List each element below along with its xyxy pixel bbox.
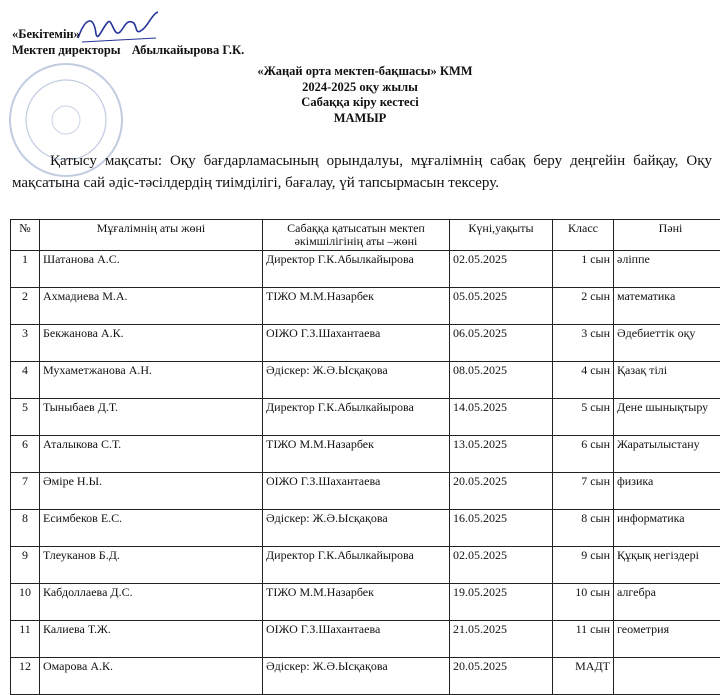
table-row — [11, 473, 720, 510]
row-number: 9 — [11, 547, 40, 584]
col-number: № — [11, 220, 40, 251]
approval-block — [12, 26, 244, 58]
subject-name: алгебра — [614, 584, 720, 621]
teacher-name: Калиева Т.Ж. — [40, 621, 263, 658]
table-row — [11, 510, 720, 547]
document-header — [0, 64, 720, 126]
subject-name: Әдебиеттік оқу — [614, 325, 720, 362]
subject-name: информатика — [614, 510, 720, 547]
table-row — [11, 621, 720, 658]
table-row — [11, 325, 720, 362]
teacher-name: Тыныбаев Д.Т. — [40, 399, 263, 436]
visit-date: 19.05.2025 — [450, 584, 553, 621]
visit-date: 14.05.2025 — [450, 399, 553, 436]
visit-date: 08.05.2025 — [450, 362, 553, 399]
director-role: Мектеп директоры — [12, 43, 121, 57]
table-row — [11, 658, 720, 695]
table-row — [11, 436, 720, 473]
table-row — [11, 584, 720, 621]
row-number: 12 — [11, 658, 40, 695]
director-name: Абылкайырова Г.К. — [132, 43, 245, 57]
admin-name: ОІЖО Г.З.Шахантаева — [263, 325, 450, 362]
class-name: МАДТ — [553, 658, 614, 695]
visit-date: 21.05.2025 — [450, 621, 553, 658]
col-teacher: Мұғалімнің аты жөні — [40, 220, 263, 251]
subject-name: Дене шынықтыру — [614, 399, 720, 436]
teacher-name: Шатанова А.С. — [40, 251, 263, 288]
subject-name: физика — [614, 473, 720, 510]
visit-date: 02.05.2025 — [450, 251, 553, 288]
visit-date: 20.05.2025 — [450, 658, 553, 695]
teacher-name: Есимбеков Е.С. — [40, 510, 263, 547]
subject-name: Құқық негіздері — [614, 547, 720, 584]
admin-name: Әдіскер: Ж.Ә.Ысқақова — [263, 510, 450, 547]
subject-name: әліппе — [614, 251, 720, 288]
org-name: «Жаңай орта мектеп-бақшасы» КММ — [0, 64, 720, 80]
approved-label: «Бекітемін» — [12, 26, 244, 42]
admin-name: ТІЖО М.М.Назарбек — [263, 436, 450, 473]
teacher-name: Кабдоллаева Д.С. — [40, 584, 263, 621]
col-date: Күні,уақыты — [450, 220, 553, 251]
admin-name: ОІЖО Г.З.Шахантаева — [263, 473, 450, 510]
visit-date: 20.05.2025 — [450, 473, 553, 510]
subject-name: Қазақ тілі — [614, 362, 720, 399]
row-number: 2 — [11, 288, 40, 325]
table-header-row — [11, 220, 720, 251]
document-title: Сабаққа кіру кестесі — [0, 95, 720, 111]
class-name: 10 сын — [553, 584, 614, 621]
admin-name: Әдіскер: Ж.Ә.Ысқақова — [263, 362, 450, 399]
teacher-name: Аталыкова С.Т. — [40, 436, 263, 473]
class-name: 6 сын — [553, 436, 614, 473]
class-name: 4 сын — [553, 362, 614, 399]
subject-name: геометрия — [614, 621, 720, 658]
schedule-table — [10, 219, 720, 695]
admin-name: Директор Г.К.Абылкайырова — [263, 547, 450, 584]
class-name: 5 сын — [553, 399, 614, 436]
academic-year: 2024-2025 оқу жылы — [0, 80, 720, 96]
row-number: 8 — [11, 510, 40, 547]
row-number: 4 — [11, 362, 40, 399]
row-number: 5 — [11, 399, 40, 436]
subject-name: математика — [614, 288, 720, 325]
row-number: 7 — [11, 473, 40, 510]
class-name: 1 сын — [553, 251, 614, 288]
teacher-name: Омарова А.К. — [40, 658, 263, 695]
col-class: Класс — [553, 220, 614, 251]
row-number: 10 — [11, 584, 40, 621]
teacher-name: Мухаметжанова А.Н. — [40, 362, 263, 399]
row-number: 6 — [11, 436, 40, 473]
table-row — [11, 288, 720, 325]
table-row — [11, 362, 720, 399]
row-number: 11 — [11, 621, 40, 658]
teacher-name: Тлеуканов Б.Д. — [40, 547, 263, 584]
table-row — [11, 399, 720, 436]
month-label: МАМЫР — [0, 111, 720, 127]
class-name: 7 сын — [553, 473, 614, 510]
table-row — [11, 251, 720, 288]
admin-name: ТІЖО М.М.Назарбек — [263, 288, 450, 325]
row-number: 3 — [11, 325, 40, 362]
class-name: 2 сын — [553, 288, 614, 325]
class-name: 11 сын — [553, 621, 614, 658]
visit-date: 13.05.2025 — [450, 436, 553, 473]
teacher-name: Ахмадиева М.А. — [40, 288, 263, 325]
purpose-paragraph: Қатысу мақсаты: Оқу бағдарламасының орындалуы, мұғалімнің сабақ беру деңгейін байқау, Оқу мақсатына сай әдіс-тәсілдердің тиімділігі, бағалау, үй тапсырмасын тексеру. — [12, 150, 712, 194]
col-admin: Сабаққа қатысатын мектеп әкімшілігінің аты –жөні — [263, 220, 450, 251]
admin-name: Директор Г.К.Абылкайырова — [263, 399, 450, 436]
admin-name: Әдіскер: Ж.Ә.Ысқақова — [263, 658, 450, 695]
visit-date: 16.05.2025 — [450, 510, 553, 547]
class-name: 3 сын — [553, 325, 614, 362]
visit-date: 05.05.2025 — [450, 288, 553, 325]
row-number: 1 — [11, 251, 40, 288]
subject-name — [614, 658, 720, 695]
col-subject: Пәні — [614, 220, 720, 251]
visit-date: 02.05.2025 — [450, 547, 553, 584]
class-name: 9 сын — [553, 547, 614, 584]
class-name: 8 сын — [553, 510, 614, 547]
subject-name: Жаратылыстану — [614, 436, 720, 473]
admin-name: ТІЖО М.М.Назарбек — [263, 584, 450, 621]
admin-name: ОІЖО Г.З.Шахантаева — [263, 621, 450, 658]
teacher-name: Әміре Н.Ы. — [40, 473, 263, 510]
admin-name: Директор Г.К.Абылкайырова — [263, 251, 450, 288]
table-row — [11, 547, 720, 584]
visit-date: 06.05.2025 — [450, 325, 553, 362]
teacher-name: Бекжанова А.К. — [40, 325, 263, 362]
